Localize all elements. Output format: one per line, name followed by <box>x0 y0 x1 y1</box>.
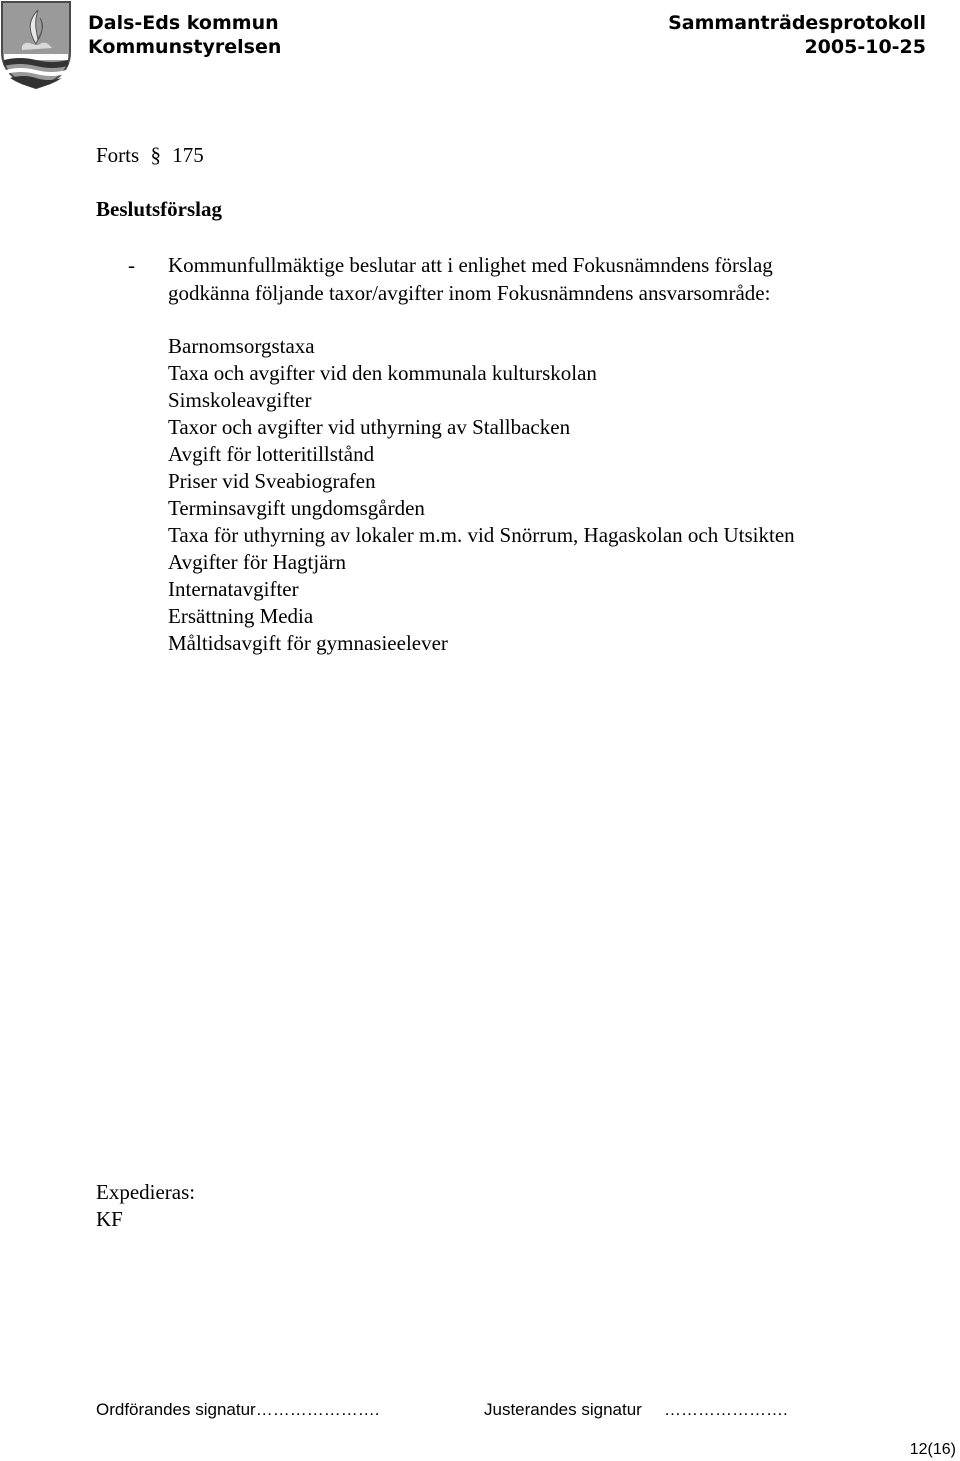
document-type: Sammanträdesprotokoll <box>668 12 926 34</box>
list-item: Barnomsorgstaxa <box>168 334 315 358</box>
meeting-date: 2005-10-25 <box>804 36 926 58</box>
list-item: Måltidsavgift för gymnasieelever <box>168 631 448 655</box>
chair-signature-field: Ordförandes signatur…………………. <box>96 1400 380 1419</box>
municipality-logo <box>0 0 72 90</box>
list-item: Priser vid Sveabiografen <box>168 469 376 493</box>
section-heading: Beslutsförslag <box>96 197 222 221</box>
board-name: Kommunstyrelsen <box>88 36 282 58</box>
list-item: Avgift för lotteritillstånd <box>168 442 375 466</box>
list-item: Internatavgifter <box>168 577 299 601</box>
paragraph-number: 175 <box>172 143 204 167</box>
expedieras-recipient: KF <box>96 1207 123 1231</box>
page-number: 12(16) <box>909 1441 956 1458</box>
list-item: Avgifter för Hagtjärn <box>168 550 347 574</box>
proposal-line-1: Kommunfullmäktige beslutar att i enlighet med Fokusnämndens förslag <box>168 253 773 277</box>
forts-label: Forts <box>96 143 140 167</box>
municipality-name: Dals-Eds kommun <box>88 12 279 34</box>
paragraph-symbol: § <box>150 143 161 167</box>
list-item: Simskoleavgifter <box>168 388 312 412</box>
proposal-line-2: godkänna följande taxor/avgifter inom Fokusnämndens ansvarsområde: <box>168 281 771 305</box>
list-item: Taxa för uthyrning av lokaler m.m. vid Snörrum, Hagaskolan och Utsikten <box>168 523 795 547</box>
list-item: Taxa och avgifter vid den kommunala kulturskolan <box>168 361 597 385</box>
proposal-dash: - <box>128 253 135 277</box>
list-item: Terminsavgift ungdomsgården <box>168 496 425 520</box>
expedieras-label: Expedieras: <box>96 1180 196 1204</box>
adjuster-signature-dots: …………………. <box>664 1400 788 1419</box>
list-item: Taxor och avgifter vid uthyrning av Stallbacken <box>168 415 571 439</box>
list-item: Ersättning Media <box>168 604 314 628</box>
section-reference <box>96 141 204 169</box>
adjuster-signature-label: Justerandes signatur <box>484 1400 642 1419</box>
